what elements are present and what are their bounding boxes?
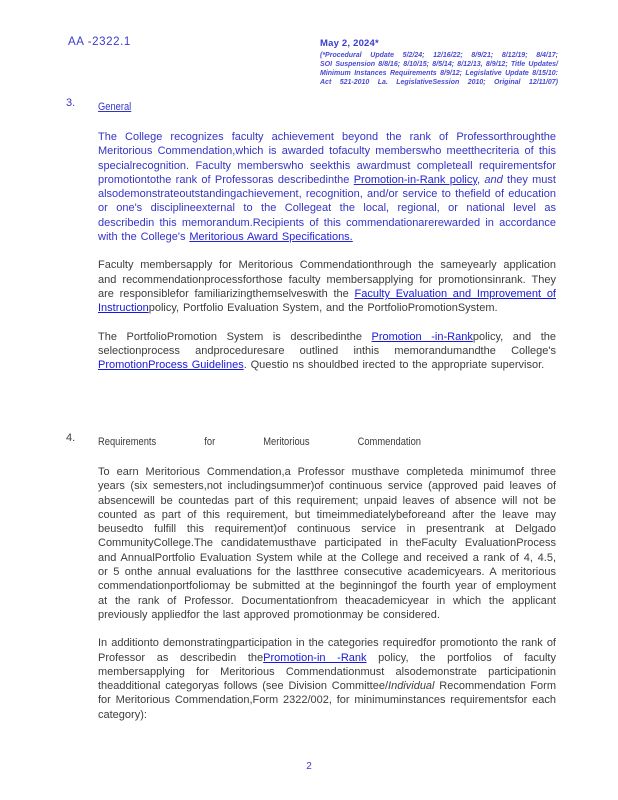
link-promotion-in-rank-2[interactable]: Promotion-in -Rank xyxy=(263,651,367,664)
paragraph-requirements-1 xyxy=(98,465,556,622)
section-number: 4. xyxy=(66,432,76,444)
link-promotion-process-guidelines[interactable]: PromotionProcess Guidelines xyxy=(98,359,244,372)
revision-note-line: Minimum Instances Requirements 8/9/12; Legislative Update 8/15/10: xyxy=(320,70,558,77)
section-requirements xyxy=(66,432,556,736)
text-run: In additionto demonstratingparticipation in the categories requiredfor promotionto the rank of Professor as describedin the xyxy=(98,637,556,664)
link-promotion-in-rank-policy[interactable]: Promotion-in-Rank policy xyxy=(353,173,478,186)
doc-date: May 2, 2024* xyxy=(320,38,379,49)
revision-note-line: SOI Suspension 8/8/16; 8/10/15; 8/5/14; 8/12/13, 8/9/12; Title Updates/ xyxy=(320,61,558,68)
paragraph-general-1 xyxy=(98,130,556,244)
text-run: Faculty membersapply for Meritorious Commendationthrough the sameyearly application and recommendationprocessforthose faculty membersapplying for promotionsinrank. They are responsiblefor familiarizingthemselveswith the xyxy=(98,259,556,300)
header-revision-block xyxy=(320,38,560,87)
text-run: The College recognizes faculty achievement beyond the rank of Professorthroughthe Meritorious Commendation,which is awarded tofaculty memberswho meetthecriteria of this specialrecognition. Faculty memberswho seekthis awardmust completeall requirementsfor promotiontothe rank of Professoras describedinthe xyxy=(98,131,556,186)
text-run-italic: Individual xyxy=(388,680,435,693)
text-run: To earn Meritorious Commendation,a Professor musthave completeda minimumof three years (six semesters,not includingsummer)of continuous service (approved paid leaves of absencewill be countedas part of this requirement; unpaid leaves of absence will not be counted as part of this requirement, but timeimmediatelybeforeand after the leave may beusedto fulfill this requirement)of continuous service in presentrank at Delgado CommunityCollege.The candidatemusthave participated in theFaculty EvaluationProcess and AnnualPortfolio Evaluation System while at the College and received a rank of 4, 4.5, or 5 onthe annual evaluations for the lastthree consecutive academicyears. A meritorious commendationportfoliomay be submitted at the beginningof the fourth year of employment at the rank of Professor. Documentationfrom theacademicyear in which the applicant previously appliedfor the last approved promotionmay be considered. xyxy=(98,466,556,621)
link-promotion-in-rank[interactable]: Promotion -in-Rank xyxy=(371,330,473,343)
text-run: . Questio ns shouldbed irected to the appropriate supervisor. xyxy=(243,359,545,372)
text-run-italic: and xyxy=(484,173,503,186)
text-run: policy, the portfolios of faculty membersapplying for Meritorious Commendationmust alsodemonstrate participationin theadditional categoryas follows (see Division Committee/ xyxy=(98,651,556,693)
section-title-general: General xyxy=(98,101,132,113)
paragraph-general-2 xyxy=(98,258,556,315)
text-run: , xyxy=(477,173,485,186)
section-title-requirements: Requirements for Meritorious Commendation xyxy=(98,436,421,448)
text-run: policy, and the selectionprocess andproceduresare outlined inthis memorandumandthe College's xyxy=(98,330,557,357)
text-run: they must alsodemonstrateoutstandingachievement, recognition, and/or service to thefield of education or one's disciplineexternal to the Collegeat the local, regional, or national level as describedin this memorandum.Recipients of this commendationarerewarded in accordance with the College's xyxy=(98,173,556,244)
paragraph-requirements-2 xyxy=(98,636,556,722)
section-general xyxy=(66,97,556,386)
revision-note-line: Act 521-2010 La. LegislativeSession 2010; Original 12/11/07) xyxy=(320,79,558,86)
section-number: 3. xyxy=(66,97,76,109)
text-run: The PortfolioPromotion System is describedinthe xyxy=(98,330,372,343)
revision-note-line: (*Procedural Update 5/2/24; 12/16/22; 8/9/21; 8/12/19; 8/4/17; xyxy=(320,52,558,59)
page-number: 2 xyxy=(306,761,312,772)
text-run: policy, Portfolio Evaluation System, and the PortfolioPromotionSystem. xyxy=(148,302,498,315)
link-faculty-evaluation-policy[interactable]: Faculty Evaluation and Improvement of Instruction xyxy=(98,287,556,315)
paragraph-general-3 xyxy=(98,330,556,373)
text-run: Recommendation Form for Meritorious Commendation,Form 2322/002, for minimuminstances requirementsfor each category): xyxy=(98,680,556,721)
link-meritorious-award-specifications[interactable]: Meritorious Award Specifications. xyxy=(189,231,353,244)
doc-number: AA -2322.1 xyxy=(68,36,131,48)
